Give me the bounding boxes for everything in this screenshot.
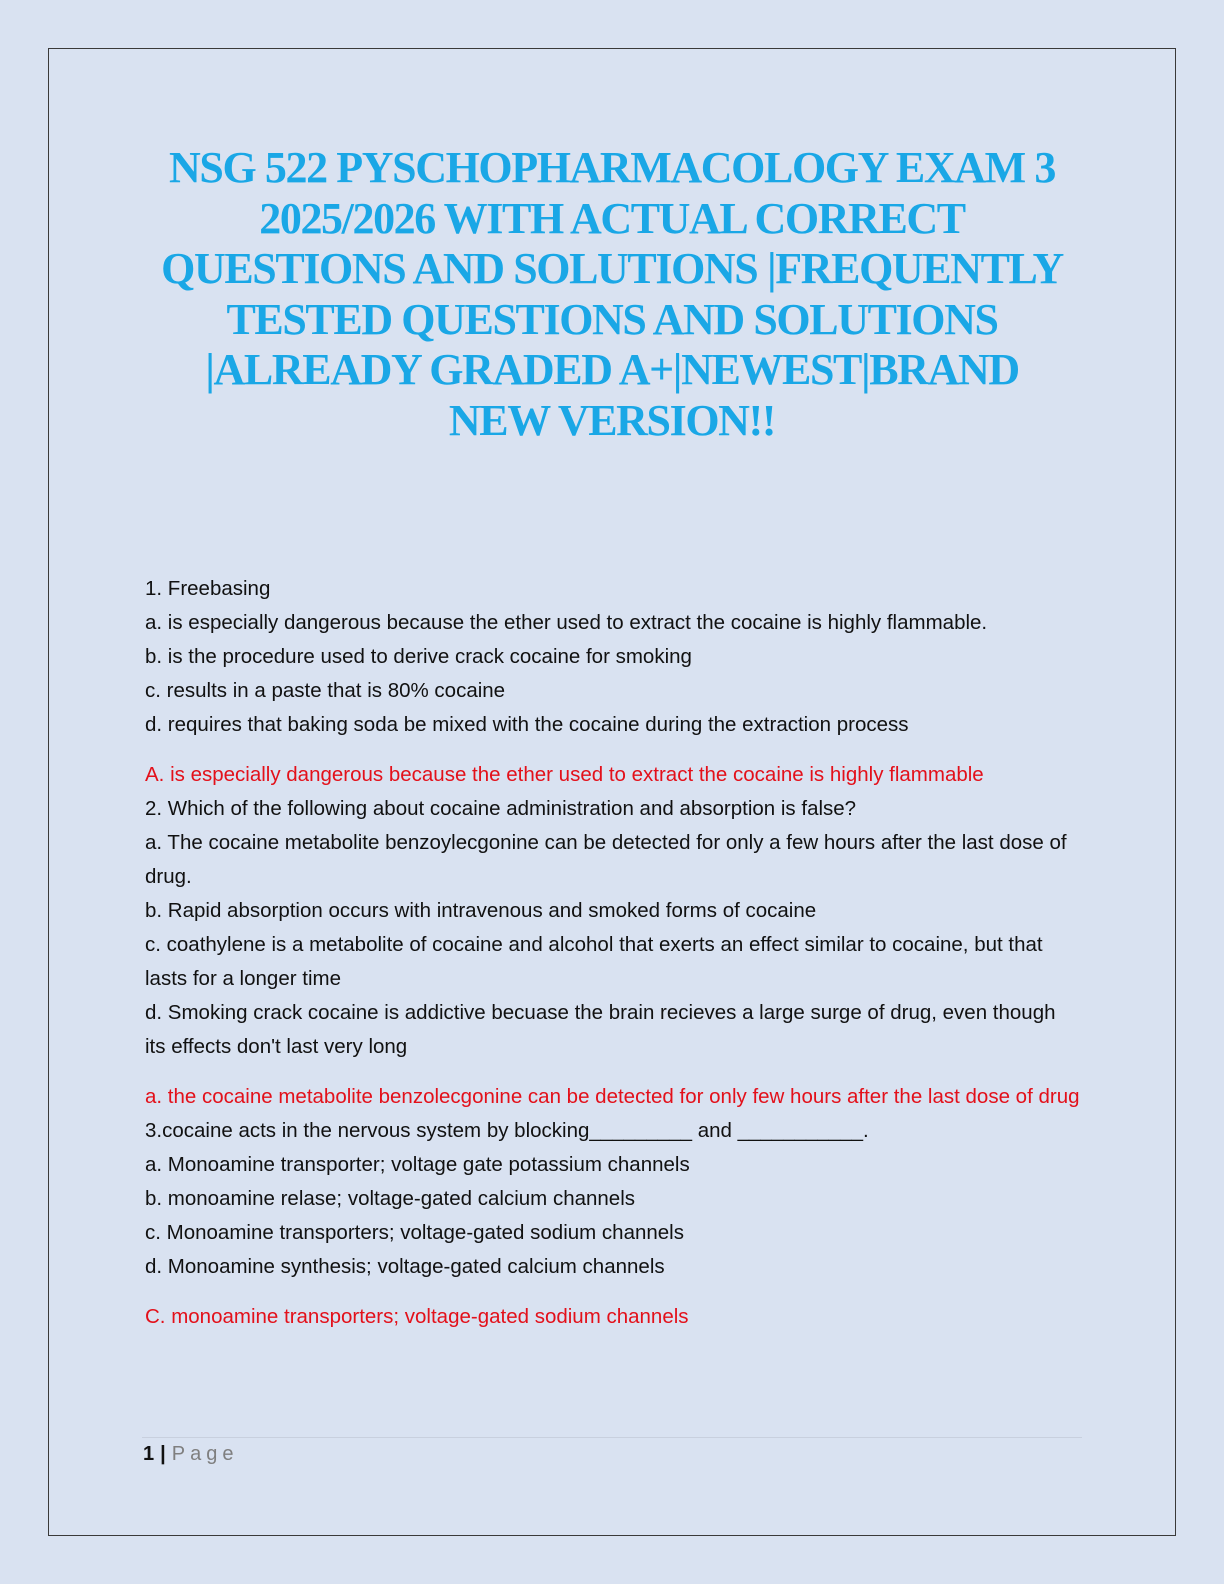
correct-answer: C. monoamine transporters; voltage-gated sodium channels xyxy=(145,1305,689,1328)
question-list xyxy=(145,572,1080,1334)
answer-option: b. monoamine relase; voltage-gated calcium channels xyxy=(145,1187,635,1210)
question-block xyxy=(145,792,1080,1064)
page-label: Page xyxy=(171,1443,239,1465)
answer-option: b. Rapid absorption occurs with intravenous and smoked forms of cocaine xyxy=(145,899,817,922)
answer-option: b. is the procedure used to derive crack cocaine for smoking xyxy=(145,645,692,668)
answer-option: d. requires that baking soda be mixed with the cocaine during the extraction process xyxy=(145,713,909,736)
title-line: 2025/2026 WITH ACTUAL CORRECT xyxy=(259,193,965,243)
title-line: TESTED QUESTIONS AND SOLUTIONS xyxy=(226,294,998,344)
answer-option: a. is especially dangerous because the ether used to extract the cocaine is highly flammable. xyxy=(145,611,988,634)
question-stem: 1. Freebasing xyxy=(145,577,271,600)
answer-option: a. Monoamine transporter; voltage gate potassium channels xyxy=(145,1153,690,1176)
correct-answer: a. the cocaine metabolite benzolecgonine can be detected for only few hours after the last dose of drug xyxy=(145,1085,1080,1108)
title-line: QUESTIONS AND SOLUTIONS |FREQUENTLY xyxy=(161,244,1063,293)
page-footer xyxy=(143,1440,238,1468)
document-title xyxy=(140,143,1084,446)
page-number: 1 xyxy=(143,1443,155,1465)
question-block xyxy=(145,572,1080,742)
footer-divider xyxy=(142,1437,1082,1438)
correct-answer: A. is especially dangerous because the ether used to extract the cocaine is highly flammable xyxy=(145,763,984,786)
answer-option: d. Monoamine synthesis; voltage-gated calcium channels xyxy=(145,1255,665,1278)
answer-option: c. results in a paste that is 80% cocaine xyxy=(145,679,506,702)
title-line: |ALREADY GRADED A+|NEWEST|BRAND xyxy=(205,345,1019,394)
question-block xyxy=(145,1114,1080,1284)
title-line: NSG 522 PYSCHOPHARMACOLOGY EXAM 3 xyxy=(169,143,1055,192)
footer-separator: | xyxy=(160,1443,166,1465)
question-stem: 3.cocaine acts in the nervous system by blocking_________ and ___________. xyxy=(145,1119,869,1142)
answer-option: d. Smoking crack cocaine is addictive becuase the brain recieves a large surge of drug, even though its effects don't last very long xyxy=(145,1001,1056,1058)
answer-option: c. coathylene is a metabolite of cocaine and alcohol that exerts an effect similar to cocaine, but that lasts for a longer time xyxy=(145,933,1043,990)
question-stem: 2. Which of the following about cocaine administration and absorption is false? xyxy=(145,797,857,820)
title-line: NEW VERSION!! xyxy=(448,395,776,445)
answer-option: a. The cocaine metabolite benzoylecgonine can be detected for only a few hours after the last dose of drug. xyxy=(145,831,1067,888)
answer-option: c. Monoamine transporters; voltage-gated sodium channels xyxy=(145,1221,684,1244)
